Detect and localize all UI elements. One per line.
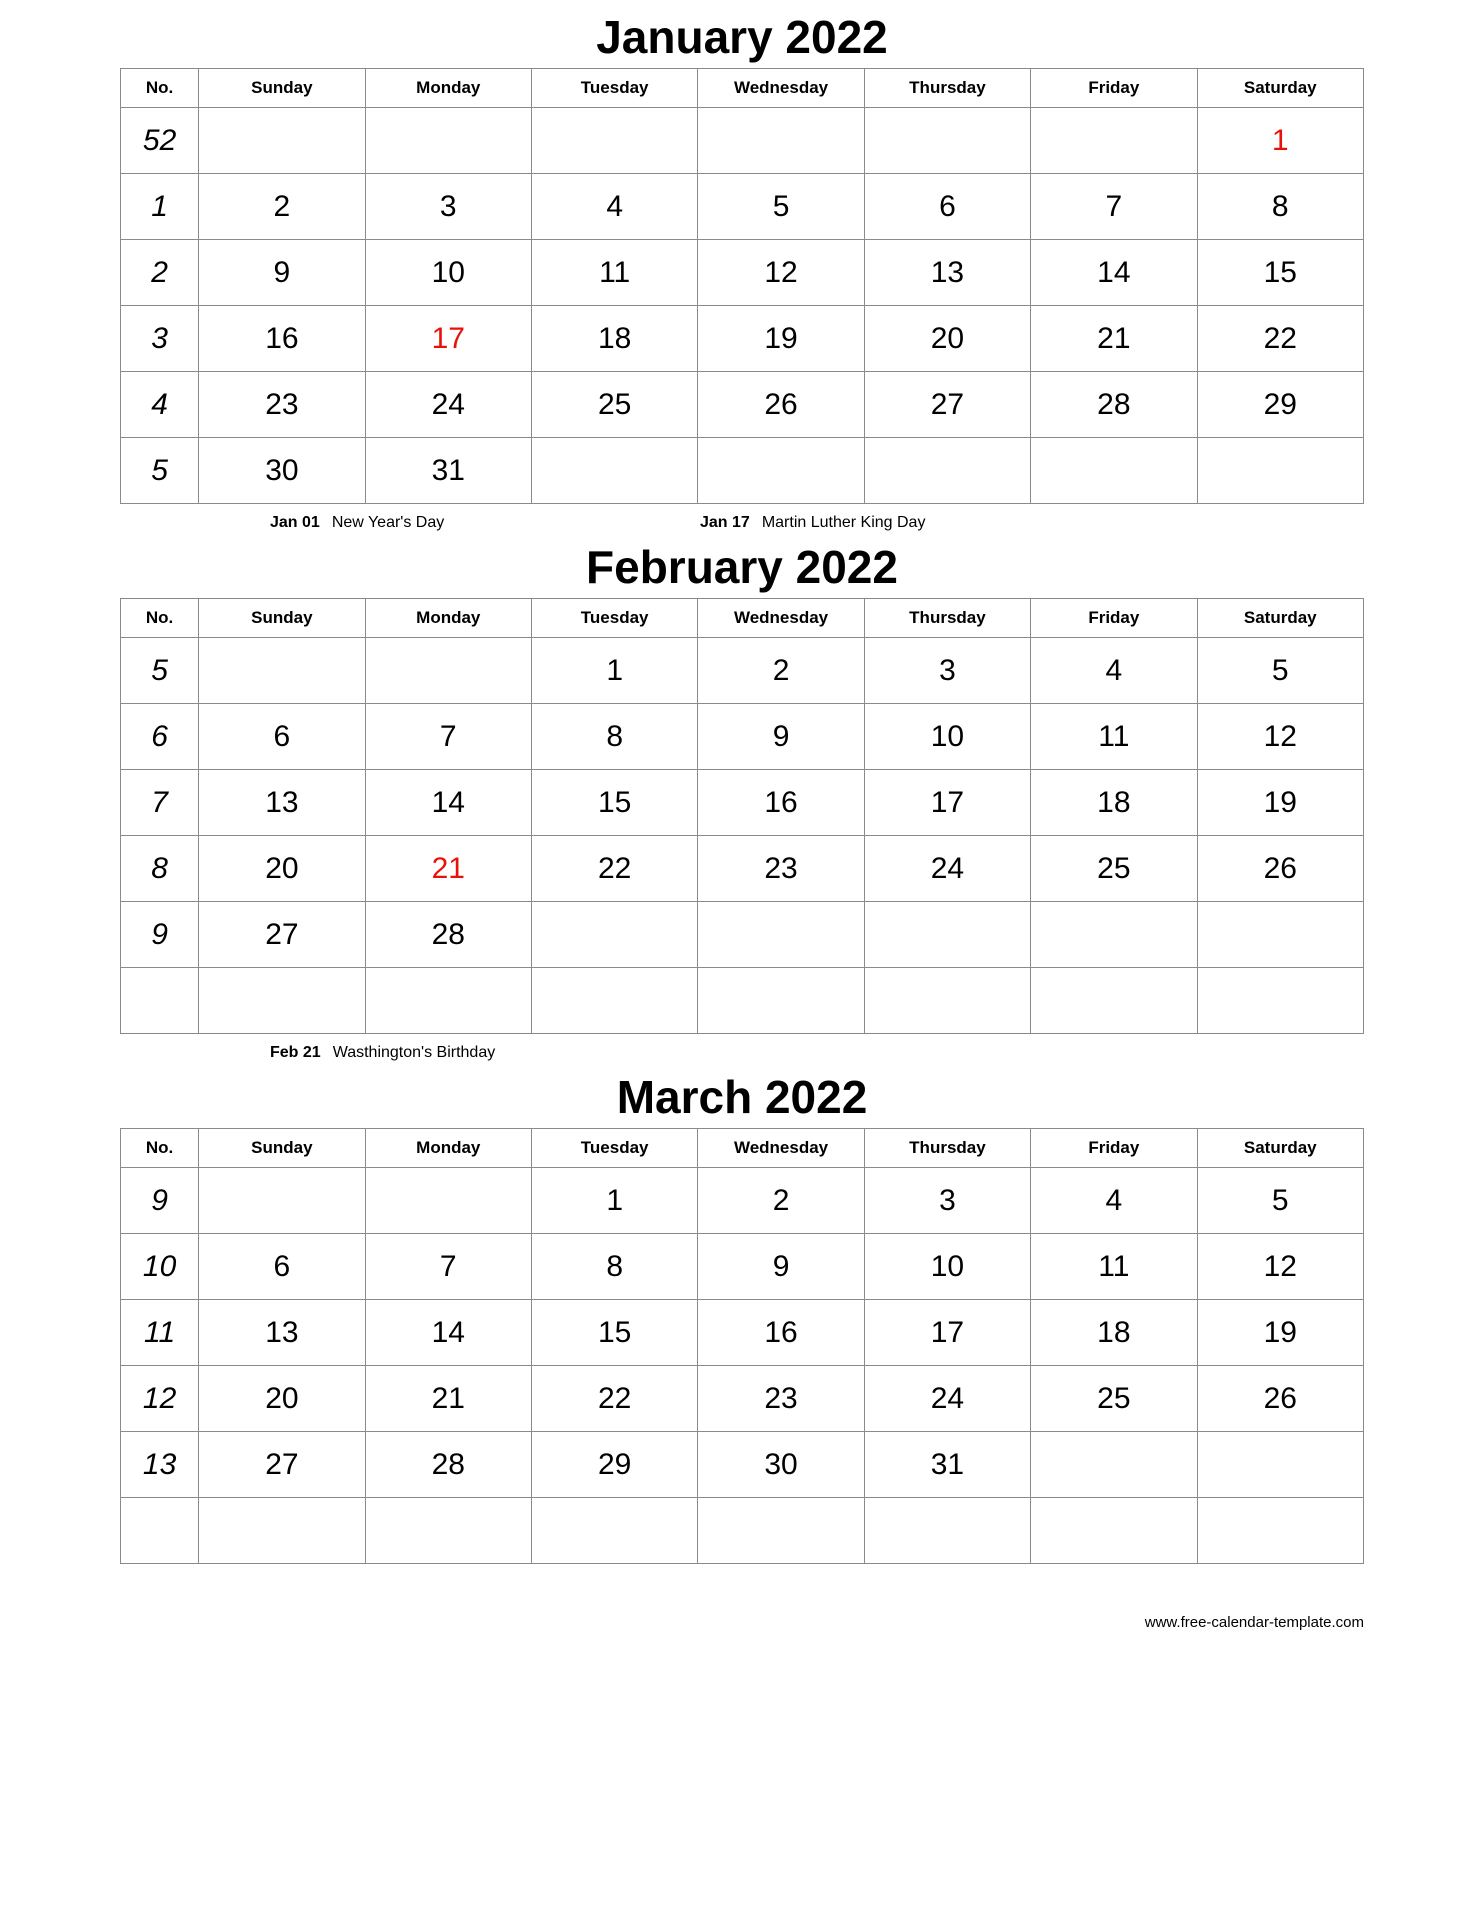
day-cell[interactable] — [365, 1498, 531, 1564]
calendar-table — [120, 1128, 1364, 1564]
day-cell[interactable]: 16 — [698, 770, 864, 836]
day-cell[interactable]: 9 — [698, 1234, 864, 1300]
day-cell[interactable] — [864, 1498, 1030, 1564]
day-cell[interactable] — [199, 1168, 365, 1234]
day-cell[interactable]: 13 — [864, 240, 1030, 306]
day-cell[interactable] — [864, 902, 1030, 968]
week-number-cell: 9 — [121, 1168, 199, 1234]
day-cell[interactable] — [199, 968, 365, 1034]
day-cell[interactable]: 7 — [365, 704, 531, 770]
day-cell[interactable]: 13 — [199, 1300, 365, 1366]
months-container — [0, 11, 1484, 1604]
holiday-notes — [120, 1564, 1364, 1604]
holiday-notes — [120, 504, 1364, 544]
month-title: January 2022 — [596, 11, 888, 63]
day-cell[interactable]: 26 — [1197, 836, 1363, 902]
day-cell[interactable] — [365, 108, 531, 174]
day-cell-holiday[interactable]: 1 — [1197, 108, 1363, 174]
holiday-note — [700, 514, 925, 532]
day-cell[interactable]: 20 — [864, 306, 1030, 372]
column-header-friday: Friday — [1031, 69, 1197, 108]
day-cell[interactable]: 10 — [365, 240, 531, 306]
day-cell[interactable]: 18 — [1031, 770, 1197, 836]
holiday-note-text: Wasthington's Birthday — [332, 1044, 496, 1061]
day-cell[interactable]: 5 — [1197, 1168, 1363, 1234]
day-cell[interactable] — [1031, 968, 1197, 1034]
day-cell[interactable] — [698, 1498, 864, 1564]
week-row — [121, 438, 1364, 504]
day-cell[interactable]: 10 — [864, 704, 1030, 770]
month-title: March 2022 — [616, 1071, 868, 1123]
day-cell[interactable]: 23 — [698, 1366, 864, 1432]
day-cell[interactable]: 6 — [199, 704, 365, 770]
day-cell[interactable]: 30 — [698, 1432, 864, 1498]
day-cell[interactable]: 22 — [531, 836, 697, 902]
month-block — [0, 541, 1484, 1074]
day-cell[interactable] — [1197, 1432, 1363, 1498]
day-cell[interactable] — [531, 108, 697, 174]
day-cell[interactable]: 3 — [864, 638, 1030, 704]
day-cell[interactable]: 31 — [365, 438, 531, 504]
day-cell[interactable]: 28 — [365, 902, 531, 968]
week-number-cell: 52 — [121, 108, 199, 174]
week-number-cell: 7 — [121, 770, 199, 836]
week-number-cell — [121, 968, 199, 1034]
day-cell[interactable] — [531, 902, 697, 968]
day-cell[interactable]: 18 — [531, 306, 697, 372]
day-cell[interactable]: 28 — [1031, 372, 1197, 438]
column-header-thursday: Thursday — [864, 69, 1030, 108]
week-number-cell: 10 — [121, 1234, 199, 1300]
week-row — [121, 372, 1364, 438]
column-header-sunday: Sunday — [199, 1129, 365, 1168]
day-cell[interactable]: 24 — [365, 372, 531, 438]
day-cell[interactable] — [698, 902, 864, 968]
table-header-row — [121, 599, 1364, 638]
day-cell[interactable]: 20 — [199, 1366, 365, 1432]
week-number-cell: 5 — [121, 438, 199, 504]
week-row — [121, 1498, 1364, 1564]
column-header-tuesday: Tuesday — [531, 599, 697, 638]
day-cell[interactable] — [1197, 1498, 1363, 1564]
week-number-cell: 5 — [121, 638, 199, 704]
day-cell[interactable] — [698, 968, 864, 1034]
week-number-cell: 11 — [121, 1300, 199, 1366]
day-cell[interactable] — [1031, 438, 1197, 504]
day-cell[interactable]: 31 — [864, 1432, 1030, 1498]
column-header-no: No. — [121, 1129, 199, 1168]
day-cell[interactable] — [864, 438, 1030, 504]
calendar-table-wrap — [120, 598, 1364, 1034]
day-cell[interactable]: 12 — [698, 240, 864, 306]
day-cell[interactable]: 8 — [531, 704, 697, 770]
week-row — [121, 770, 1364, 836]
day-cell[interactable]: 28 — [365, 1432, 531, 1498]
column-header-no: No. — [121, 599, 199, 638]
day-cell[interactable]: 27 — [864, 372, 1030, 438]
week-row — [121, 108, 1364, 174]
day-cell[interactable]: 11 — [1031, 704, 1197, 770]
column-header-thursday: Thursday — [864, 599, 1030, 638]
column-header-monday: Monday — [365, 599, 531, 638]
calendar-table-wrap — [120, 68, 1364, 504]
week-row — [121, 1234, 1364, 1300]
day-cell[interactable]: 14 — [365, 1300, 531, 1366]
holiday-note — [270, 1044, 495, 1062]
day-cell[interactable]: 8 — [1197, 174, 1363, 240]
week-row — [121, 1432, 1364, 1498]
day-cell[interactable]: 15 — [1197, 240, 1363, 306]
week-row — [121, 704, 1364, 770]
holiday-note-date: Feb 21 — [270, 1044, 321, 1061]
day-cell[interactable]: 3 — [864, 1168, 1030, 1234]
day-cell[interactable] — [1031, 902, 1197, 968]
day-cell[interactable]: 26 — [1197, 1366, 1363, 1432]
day-cell[interactable]: 9 — [199, 240, 365, 306]
day-cell[interactable] — [698, 438, 864, 504]
day-cell[interactable]: 27 — [199, 902, 365, 968]
week-number-cell: 2 — [121, 240, 199, 306]
day-cell[interactable]: 24 — [864, 836, 1030, 902]
day-cell[interactable]: 15 — [531, 1300, 697, 1366]
day-cell[interactable] — [864, 968, 1030, 1034]
day-cell[interactable]: 10 — [864, 1234, 1030, 1300]
day-cell[interactable]: 3 — [365, 174, 531, 240]
column-header-sunday: Sunday — [199, 69, 365, 108]
day-cell[interactable] — [1197, 902, 1363, 968]
week-number-cell: 3 — [121, 306, 199, 372]
month-title: February 2022 — [586, 541, 898, 593]
day-cell[interactable] — [199, 638, 365, 704]
calendar-table — [120, 598, 1364, 1034]
day-cell[interactable]: 25 — [1031, 1366, 1197, 1432]
day-cell[interactable]: 23 — [199, 372, 365, 438]
calendar-table-wrap — [120, 1128, 1364, 1564]
week-row — [121, 240, 1364, 306]
day-cell[interactable]: 25 — [531, 372, 697, 438]
day-cell[interactable]: 12 — [1197, 1234, 1363, 1300]
day-cell[interactable] — [199, 1498, 365, 1564]
day-cell[interactable] — [1031, 1498, 1197, 1564]
week-number-cell: 13 — [121, 1432, 199, 1498]
day-cell-holiday[interactable]: 21 — [365, 836, 531, 902]
day-cell[interactable]: 20 — [199, 836, 365, 902]
day-cell[interactable]: 11 — [1031, 1234, 1197, 1300]
column-header-friday: Friday — [1031, 599, 1197, 638]
week-row — [121, 638, 1364, 704]
day-cell[interactable]: 21 — [365, 1366, 531, 1432]
day-cell[interactable]: 22 — [531, 1366, 697, 1432]
day-cell[interactable] — [864, 108, 1030, 174]
holiday-note — [270, 514, 444, 532]
table-header-row — [121, 1129, 1364, 1168]
day-cell[interactable]: 14 — [1031, 240, 1197, 306]
day-cell[interactable] — [365, 1168, 531, 1234]
column-header-wednesday: Wednesday — [698, 599, 864, 638]
week-number-cell: 6 — [121, 704, 199, 770]
column-header-saturday: Saturday — [1197, 69, 1363, 108]
day-cell[interactable]: 26 — [698, 372, 864, 438]
day-cell[interactable] — [365, 638, 531, 704]
week-number-cell: 1 — [121, 174, 199, 240]
day-cell[interactable]: 8 — [531, 1234, 697, 1300]
column-header-friday: Friday — [1031, 1129, 1197, 1168]
column-header-tuesday: Tuesday — [531, 1129, 697, 1168]
day-cell[interactable]: 19 — [1197, 1300, 1363, 1366]
day-cell[interactable]: 5 — [698, 174, 864, 240]
column-header-tuesday: Tuesday — [531, 69, 697, 108]
week-number-cell: 8 — [121, 836, 199, 902]
day-cell[interactable] — [1197, 438, 1363, 504]
calendar-table — [120, 68, 1364, 504]
day-cell[interactable]: 5 — [1197, 638, 1363, 704]
holiday-note-text: New Year's Day — [331, 514, 445, 531]
day-cell[interactable] — [1031, 1432, 1197, 1498]
column-header-no: No. — [121, 69, 199, 108]
month-block — [0, 11, 1484, 544]
week-row — [121, 1168, 1364, 1234]
day-cell[interactable]: 16 — [199, 306, 365, 372]
day-cell[interactable] — [698, 108, 864, 174]
holiday-note-text: Martin Luther King Day — [761, 514, 926, 531]
holiday-note-date: Jan 01 — [270, 514, 320, 531]
day-cell[interactable]: 29 — [1197, 372, 1363, 438]
day-cell[interactable]: 9 — [698, 704, 864, 770]
day-cell[interactable]: 17 — [864, 770, 1030, 836]
day-cell[interactable] — [365, 968, 531, 1034]
day-cell[interactable]: 2 — [698, 1168, 864, 1234]
column-header-monday: Monday — [365, 1129, 531, 1168]
day-cell[interactable]: 19 — [1197, 770, 1363, 836]
week-row — [121, 1366, 1364, 1432]
week-row — [121, 902, 1364, 968]
day-cell[interactable]: 4 — [531, 174, 697, 240]
column-header-saturday: Saturday — [1197, 599, 1363, 638]
day-cell[interactable]: 30 — [199, 438, 365, 504]
day-cell[interactable]: 23 — [698, 836, 864, 902]
table-header-row — [121, 69, 1364, 108]
column-header-wednesday: Wednesday — [698, 1129, 864, 1168]
column-header-monday: Monday — [365, 69, 531, 108]
footer-url: www.free-calendar-template.com — [1144, 1614, 1364, 1631]
day-cell-holiday[interactable]: 17 — [365, 306, 531, 372]
week-number-cell — [121, 1498, 199, 1564]
day-cell[interactable]: 21 — [1031, 306, 1197, 372]
day-cell[interactable]: 22 — [1197, 306, 1363, 372]
day-cell[interactable]: 18 — [1031, 1300, 1197, 1366]
day-cell[interactable]: 7 — [365, 1234, 531, 1300]
holiday-notes — [120, 1034, 1364, 1074]
day-cell[interactable] — [531, 438, 697, 504]
day-cell[interactable] — [1197, 968, 1363, 1034]
day-cell[interactable]: 17 — [864, 1300, 1030, 1366]
day-cell[interactable]: 12 — [1197, 704, 1363, 770]
column-header-thursday: Thursday — [864, 1129, 1030, 1168]
week-number-cell: 12 — [121, 1366, 199, 1432]
day-cell[interactable]: 14 — [365, 770, 531, 836]
day-cell[interactable]: 1 — [531, 638, 697, 704]
day-cell[interactable]: 27 — [199, 1432, 365, 1498]
week-row — [121, 174, 1364, 240]
day-cell[interactable] — [1031, 108, 1197, 174]
day-cell[interactable]: 24 — [864, 1366, 1030, 1432]
column-header-sunday: Sunday — [199, 599, 365, 638]
day-cell[interactable]: 1 — [531, 1168, 697, 1234]
week-number-cell: 9 — [121, 902, 199, 968]
day-cell[interactable]: 7 — [1031, 174, 1197, 240]
month-block — [0, 1071, 1484, 1604]
day-cell[interactable]: 11 — [531, 240, 697, 306]
day-cell[interactable]: 6 — [199, 1234, 365, 1300]
day-cell[interactable]: 13 — [199, 770, 365, 836]
day-cell[interactable]: 16 — [698, 1300, 864, 1366]
holiday-note-date: Jan 17 — [700, 514, 750, 531]
day-cell[interactable]: 25 — [1031, 836, 1197, 902]
day-cell[interactable]: 29 — [531, 1432, 697, 1498]
day-cell[interactable]: 6 — [864, 174, 1030, 240]
day-cell[interactable]: 4 — [1031, 638, 1197, 704]
column-header-wednesday: Wednesday — [698, 69, 864, 108]
column-header-saturday: Saturday — [1197, 1129, 1363, 1168]
day-cell[interactable]: 4 — [1031, 1168, 1197, 1234]
day-cell[interactable]: 15 — [531, 770, 697, 836]
day-cell[interactable] — [199, 108, 365, 174]
day-cell[interactable]: 19 — [698, 306, 864, 372]
week-row — [121, 836, 1364, 902]
week-row — [121, 306, 1364, 372]
week-row — [121, 968, 1364, 1034]
week-number-cell: 4 — [121, 372, 199, 438]
day-cell[interactable] — [531, 1498, 697, 1564]
day-cell[interactable] — [531, 968, 697, 1034]
week-row — [121, 1300, 1364, 1366]
day-cell[interactable]: 2 — [698, 638, 864, 704]
day-cell[interactable]: 2 — [199, 174, 365, 240]
